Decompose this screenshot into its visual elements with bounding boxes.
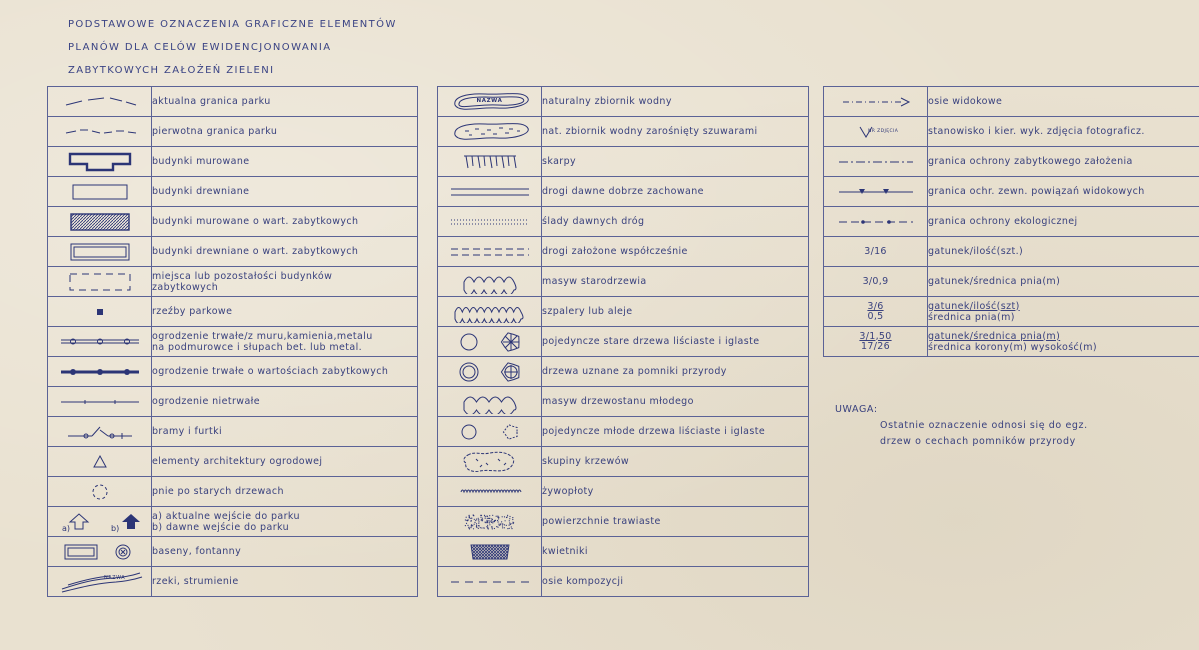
note-line-1: Ostatnie oznaczenie odnosi się do egz. [880,420,1088,431]
legend-row [48,267,418,297]
legend-description [152,147,418,177]
legend-row [48,447,418,477]
legend-row [438,237,809,267]
description-line: granica ochrony zabytkowego założenia [928,156,1133,167]
entrance-label-a: a) [62,524,71,533]
legend-row [824,207,1199,237]
description-line: naturalny zbiornik wodny [542,96,672,107]
description-line: a) aktualne wejście do parku [152,510,300,522]
legend-description [152,357,418,387]
description-line: masyw drzewostanu młodego [542,396,694,407]
legend-row [438,327,809,357]
bldg-wood-icon [48,177,152,207]
legend-description [542,537,809,567]
description-line: pojedyncze stare drzewa liściaste i iglaste [542,336,760,347]
legend-description [542,357,809,387]
description-line: gatunek/ilość(szt) [928,300,1020,312]
symbol-code: 3/1,50 [859,330,892,342]
photo-number-label: NR ZDJĘCIA [868,129,899,134]
legend-row [438,117,809,147]
description-line: masyw starodrzewia [542,276,647,287]
legend-row [48,507,418,537]
description-line: skupiny krzewów [542,456,630,467]
river-icon [48,567,152,597]
legend-description [928,87,1199,117]
legend-description [542,117,809,147]
description-line: rzeki, strumienie [152,576,239,587]
bldg-remains-icon [48,267,152,297]
garden-arch-icon [48,447,152,477]
legend-description [152,387,418,417]
pond-name-label: NAZWA [476,98,503,104]
legend-description [152,87,418,117]
legend-row [48,147,418,177]
description-line: drogi założone współcześnie [542,246,688,257]
legend-description [152,477,418,507]
lawn-icon [438,507,542,537]
protect-hist-icon [824,147,928,177]
fountain-icon [48,537,152,567]
legend-description [152,537,418,567]
bldg-wood-hist-icon [48,237,152,267]
legend-description [542,87,809,117]
legend-description [152,117,418,147]
description-line: b) dawne wejście do parku [152,521,290,533]
protect-view-icon [824,177,928,207]
legend-row [438,87,809,117]
young-stand-icon [438,387,542,417]
legend-description [928,237,1199,267]
legend-row [438,207,809,237]
legend-description [928,267,1199,297]
legend-row [48,417,418,447]
description-line: średnica pnia(m) [928,311,1015,323]
legend-description [152,417,418,447]
photo-point-icon [824,117,928,147]
symbol-code: 3/6 [867,300,884,312]
description-line: szpalery lub aleje [542,306,633,317]
view-axis-icon [824,87,928,117]
legend-description [152,567,418,597]
legend-description [542,297,809,327]
bldg-masonry-icon [48,147,152,177]
legend-row [438,297,809,327]
gate-icon [48,417,152,447]
legend-row [438,357,809,387]
sculpture-icon [48,297,152,327]
legend-description [542,477,809,507]
text-icon [824,267,928,297]
legend-row [438,267,809,297]
entrance-label-b: b) [111,524,120,533]
legend-description [542,447,809,477]
description-line: elementy architektury ogrodowej [152,456,323,467]
road-old-icon [438,177,542,207]
legend-row [438,507,809,537]
legend-row [824,297,1199,327]
description-line: osie kompozycji [542,576,624,587]
description-line: granica ochrony ekologicznej [928,216,1078,227]
dash-long-icon [48,87,152,117]
description-line: drogi dawne dobrze zachowane [542,186,704,197]
legend-row [824,147,1199,177]
legend-row [438,447,809,477]
legend-title-line-1: PODSTAWOWE OZNACZENIA GRAFICZNE ELEMENTÓW [68,19,397,30]
legend-row [824,177,1199,207]
legend-description [152,447,418,477]
legend-row [48,567,418,597]
description-line: pierwotna granica parku [152,126,278,137]
legend-description [542,507,809,537]
legend-description [928,147,1199,177]
symbol-code: 3/16 [864,245,887,257]
legend-description [542,267,809,297]
legend-row [438,177,809,207]
fence-temp-icon [48,387,152,417]
description-line: pojedyncze młode drzewa liściaste i iglaste [542,426,766,437]
legend-description [542,387,809,417]
pond-icon [438,87,542,117]
legend-row [48,327,418,357]
symbol-code: 17/26 [861,340,890,352]
legend-row [438,567,809,597]
legend-table-buildings [47,86,418,597]
description-line: drzewa uznane za pomniki przyrody [542,366,727,377]
description-line: zabytkowych [152,281,219,293]
description-line: aktualna granica parku [152,96,271,107]
fence-hist-icon [48,357,152,387]
legend-description [928,327,1199,357]
legend-description [928,117,1199,147]
river-name-label: NAZWA [104,575,126,581]
legend-description [928,207,1199,237]
description-line: budynki murowane o wart. zabytkowych [152,216,359,227]
legend-row [438,147,809,177]
road-trace-icon [438,207,542,237]
fence-perm-icon [48,327,152,357]
stump-icon [48,477,152,507]
legend-title-line-3: ZABYTKOWYCH ZAŁOŻEŃ ZIELENI [68,65,275,76]
shrubs-icon [438,447,542,477]
description-line: nat. zbiornik wodny zarośnięty szuwarami [542,126,758,137]
description-line: skarpy [542,156,577,167]
note-line-2: drzew o cechach pomników przyrody [880,436,1076,447]
legend-table-water-vegetation [437,86,809,597]
symbol-code: 3/0,9 [862,275,889,287]
road-new-icon [438,237,542,267]
description-line: baseny, fontanny [152,546,242,557]
description-line: żywopłoty [542,486,594,497]
legend-description [542,567,809,597]
text-icon [824,237,928,267]
legend-row [824,117,1199,147]
description-line: ślady dawnych dróg [542,216,645,227]
flowerbed-icon [438,537,542,567]
description-line: budynki drewniane o wart. zabytkowych [152,246,359,257]
old-stand-icon [438,267,542,297]
description-line: średnica korony(m) wysokość(m) [928,341,1098,353]
alley-icon [438,297,542,327]
legend-description [152,507,418,537]
legend-row [48,297,418,327]
legend-row [438,477,809,507]
legend-description [542,327,809,357]
text-icon [824,327,928,357]
legend-row [824,327,1199,357]
legend-row [48,357,418,387]
legend-description [152,297,418,327]
legend-row [48,537,418,567]
description-line: pnie po starych drzewach [152,486,284,497]
legend-description [928,297,1199,327]
legend-row [48,237,418,267]
legend-row [48,117,418,147]
symbol-code: 0,5 [867,310,884,322]
slope-icon [438,147,542,177]
legend-row [48,207,418,237]
note-heading: UWAGA: [835,404,878,415]
description-line: budynki drewniane [152,186,250,197]
legend-row [824,87,1199,117]
description-line: miejsca lub pozostałości budynków [152,270,333,282]
legend-row [438,387,809,417]
tree-young-icon [438,417,542,447]
legend-row [48,387,418,417]
description-line: budynki murowane [152,156,250,167]
legend-description [542,237,809,267]
legend-description [542,177,809,207]
description-line: ogrodzenie trwałe o wartościach zabytkowych [152,366,389,377]
text-icon [824,297,928,327]
legend-row [48,477,418,507]
hedge-icon [438,477,542,507]
composition-axis-icon [438,567,542,597]
pond-overgrown-icon [438,117,542,147]
description-line: gatunek/średnica pnia(m) [928,330,1061,342]
legend-title-line-2: PLANÓW DLA CELÓW EWIDENCJONOWANIA [68,42,332,53]
legend-description [152,177,418,207]
legend-description [542,207,809,237]
description-line: kwietniki [542,546,588,557]
tree-monument-icon [438,357,542,387]
description-line: powierzchnie trawiaste [542,516,661,527]
description-line: gatunek/ilość(szt.) [928,246,1024,257]
tree-old-icon [438,327,542,357]
description-line: granica ochr. zewn. powiązań widokowych [928,186,1145,197]
legend-description [152,207,418,237]
description-line: stanowisko i kier. wyk. zdjęcia fotograficz. [928,126,1145,137]
legend-description [152,327,418,357]
description-line: gatunek/średnica pnia(m) [928,276,1061,287]
entrances-icon [48,507,152,537]
description-line: rzeźby parkowe [152,306,233,317]
description-line: osie widokowe [928,96,1003,107]
legend-row [824,267,1199,297]
description-line: ogrodzenie nietrwałe [152,396,261,407]
legend-row [824,237,1199,267]
bldg-masonry-hist-icon [48,207,152,237]
legend-description [542,417,809,447]
legend-row [438,537,809,567]
legend-row [48,177,418,207]
dash-short-icon [48,117,152,147]
legend-description [542,147,809,177]
description-line: ogrodzenie trwałe/z muru,kamienia,metalu [152,330,373,342]
legend-row [438,417,809,447]
note-block [835,402,1088,450]
description-line: bramy i furtki [152,426,223,437]
legend-table-boundaries [823,86,1199,357]
description-line: na podmurowce i słupach bet. lub metal. [152,341,363,353]
legend-description [152,267,418,297]
legend-description [928,177,1199,207]
legend-row [48,87,418,117]
legend-description [152,237,418,267]
protect-eco-icon [824,207,928,237]
